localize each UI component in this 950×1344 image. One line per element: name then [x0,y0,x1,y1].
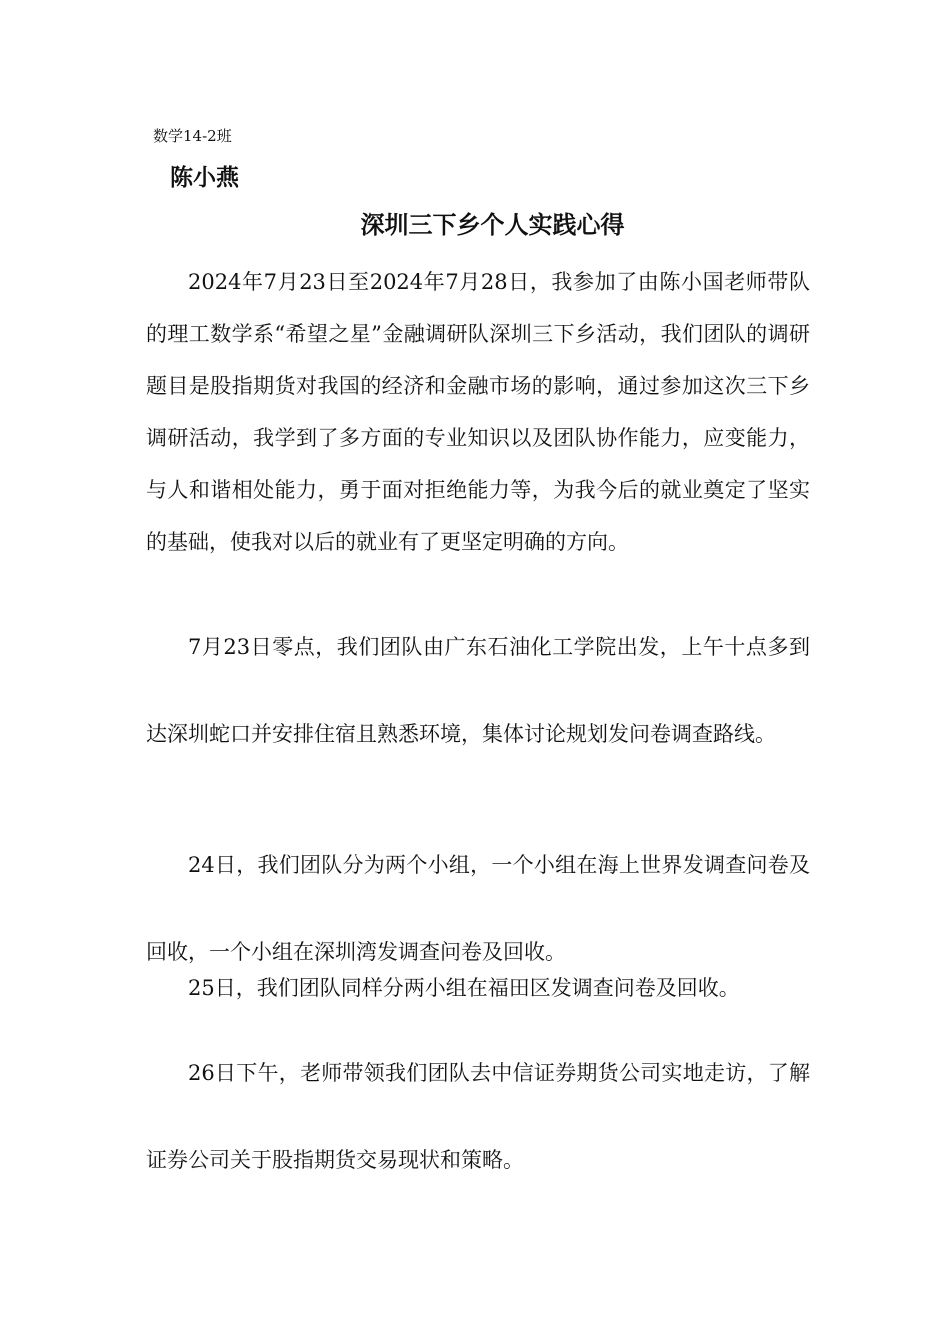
author-name: 陈小燕 [170,165,239,191]
class-label: 数学14-2班 [153,127,232,145]
paragraph-day-23: 7月23日零点，我们团队由广东石油化工学院出发，上午十点多到达深圳蛇口并安排住宿且熟悉环境，集体讨论规划发问卷调查路线。 [146,635,810,746]
document-title: 深圳三下乡个人实践心得 [360,211,625,239]
paragraph-day-24: 24日，我们团队分为两个小组，一个小组在海上世界发调查问卷及回收，一个小组在深圳湾发调查问卷及回收。 [146,853,810,964]
paragraph-intro: 2024年7月23日至2024年7月28日，我参加了由陈小国老师带队的理工数学系“希望之星”金融调研队深圳三下乡活动，我们团队的调研题目是股指期货对我国的经济和金融市场的影响，通过参加这次三下乡调研活动，我学到了多方面的专业知识以及团队协作能力，应变能力，与人和谐相处能力，勇于面对拒绝能力等，为我今后的就业奠定了坚实的基础，使我对以后的就业有了更坚定明确的方向。 [146,270,810,554]
paragraph-day-25: 25日，我们团队同样分两小组在福田区发调查问卷及回收。 [188,976,740,1000]
paragraph-day-26: 26日下午，老师带领我们团队去中信证券期货公司实地走访，了解证券公司关于股指期货交易现状和策略。 [146,1061,810,1172]
